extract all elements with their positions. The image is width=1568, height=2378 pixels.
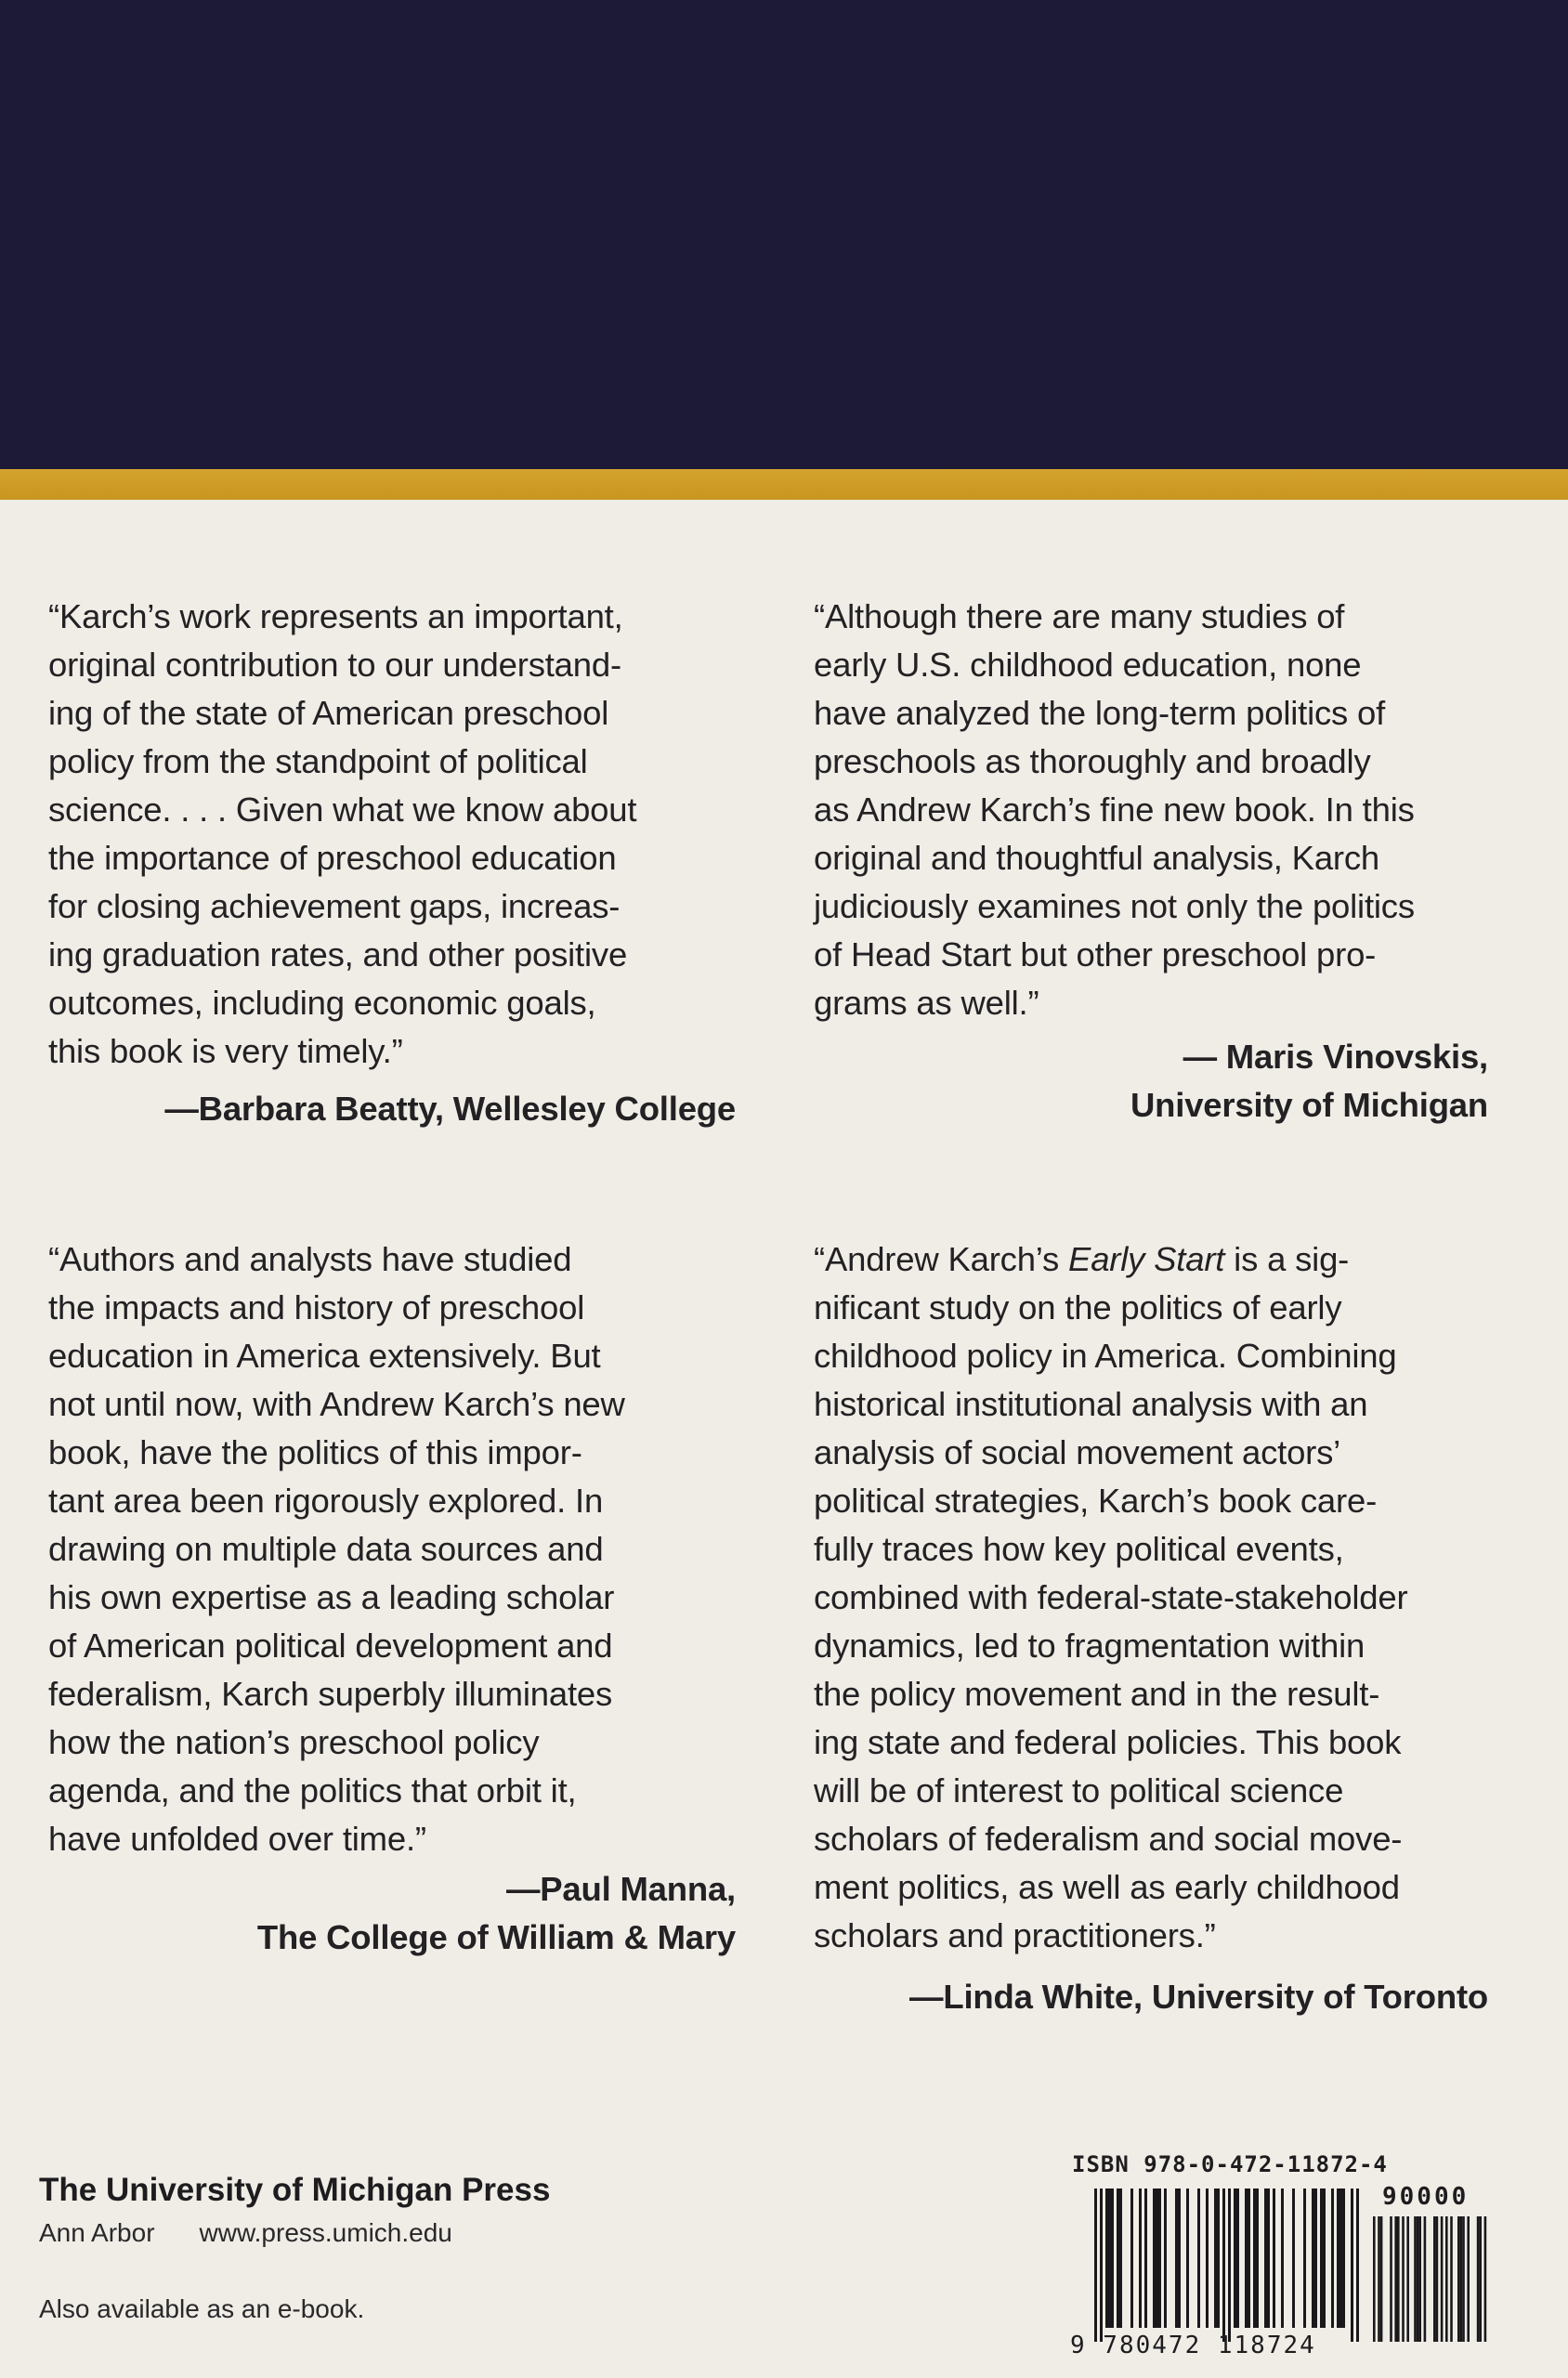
barcode-bar xyxy=(1178,2189,1181,2328)
barcode-bar xyxy=(1331,2189,1334,2328)
blurb-line: nificant study on the politics of early xyxy=(814,1288,1342,1326)
publisher-location-line xyxy=(39,2215,875,2252)
barcode-bar xyxy=(1175,2189,1178,2328)
blurb-line: scholars of federalism and social move- xyxy=(814,1820,1403,1858)
barcode-bar xyxy=(1214,2189,1217,2328)
barcode-bar xyxy=(1100,2189,1103,2342)
blurb-line: dynamics, led to fragmentation within xyxy=(814,1627,1365,1665)
addon-bar xyxy=(1402,2216,1405,2342)
addon-bar xyxy=(1460,2216,1463,2342)
blurb-line: agenda, and the politics that orbit it, xyxy=(48,1771,577,1810)
barcode-bar xyxy=(1337,2189,1339,2328)
blurb-line: federalism, Karch superbly illuminates xyxy=(48,1675,613,1713)
blurb-line: his own expertise as a leading scholar xyxy=(48,1578,615,1616)
isbn-barcode xyxy=(1066,2151,1512,2365)
blurb-line: early U.S. childhood education, none xyxy=(814,646,1362,684)
barcode-bar xyxy=(1186,2189,1189,2328)
blurb-line xyxy=(814,1235,1488,1284)
blurb-line: ing graduation rates, and other positive xyxy=(48,935,628,973)
addon-bar xyxy=(1390,2216,1392,2342)
blurb-line: the importance of preschool education xyxy=(48,839,617,877)
blurb-line: will be of interest to political science xyxy=(814,1771,1344,1810)
blurb-line: of American political development and xyxy=(48,1627,613,1665)
ean-digits: 9 780472 118724 xyxy=(1070,2332,1316,2359)
blurb-attribution: —Paul Manna, xyxy=(505,1870,736,1908)
gold-stripe xyxy=(0,469,1568,500)
barcode-bar xyxy=(1256,2189,1259,2328)
publisher-info xyxy=(39,2170,875,2328)
barcode-bar xyxy=(1111,2189,1114,2328)
blurb-line: grams as well.” xyxy=(814,984,1039,1022)
addon-barcode-bars xyxy=(1373,2216,1486,2342)
barcode-bar xyxy=(1094,2189,1097,2342)
blurb-line: book, have the politics of this impor- xyxy=(48,1433,582,1471)
blurb-line: drawing on multiple data sources and xyxy=(48,1530,604,1568)
addon-bar xyxy=(1397,2216,1400,2342)
barcode-bar xyxy=(1105,2189,1108,2328)
barcode-bar xyxy=(1312,2189,1314,2328)
blurb-line: as Andrew Karch’s fine new book. In this xyxy=(814,790,1415,829)
barcode-bar xyxy=(1342,2189,1345,2328)
blurb-line: analysis of social movement actors’ xyxy=(814,1433,1341,1471)
publisher-website: www.press.umich.edu xyxy=(199,2218,452,2247)
addon-bar xyxy=(1445,2216,1448,2342)
main-barcode-bars xyxy=(1094,2189,1359,2342)
isbn-label: ISBN 978-0-472-11872-4 xyxy=(1072,2151,1388,2177)
publisher-name: The University of Michigan Press xyxy=(39,2172,551,2208)
price-code: 90000 xyxy=(1382,2183,1470,2211)
addon-bar xyxy=(1414,2216,1417,2342)
blurb-line: have unfolded over time.” xyxy=(48,1820,426,1858)
barcode-bar xyxy=(1303,2189,1306,2328)
blurb-line: not until now, with Andrew Karch’s new xyxy=(48,1385,625,1423)
addon-bar xyxy=(1477,2216,1480,2342)
endorsement-blurb xyxy=(48,593,736,1133)
blurb-line: how the nation’s preschool policy xyxy=(48,1723,540,1761)
barcode-bar xyxy=(1236,2189,1239,2328)
blurb-attribution-affiliation: University of Michigan xyxy=(1130,1086,1488,1124)
blurb-line: ing of the state of American preschool xyxy=(48,694,609,732)
addon-bar xyxy=(1378,2216,1380,2342)
blurb-line: education in America extensively. But xyxy=(48,1337,601,1375)
blurb-line: “Authors and analysts have studied xyxy=(48,1240,572,1278)
addon-bar xyxy=(1424,2216,1427,2342)
ebook-note: Also available as an e-book. xyxy=(39,2294,365,2323)
addon-bar xyxy=(1457,2216,1460,2342)
barcode-bar xyxy=(1281,2189,1284,2328)
barcode-bar xyxy=(1119,2189,1122,2328)
addon-bar xyxy=(1373,2216,1376,2342)
barcode-bar xyxy=(1108,2189,1111,2328)
barcode-bar xyxy=(1139,2189,1142,2328)
barcode-bar xyxy=(1158,2189,1161,2328)
blurb-line: outcomes, including economic goals, xyxy=(48,984,596,1022)
barcode-bar xyxy=(1314,2189,1317,2328)
addon-bar xyxy=(1450,2216,1453,2342)
blurb-line: tant area been rigorously explored. In xyxy=(48,1482,604,1520)
barcode-bar xyxy=(1253,2189,1256,2328)
endorsement-blurb xyxy=(814,1235,1488,2021)
barcode-bar xyxy=(1351,2189,1353,2342)
barcode-bar xyxy=(1228,2189,1231,2342)
addon-bar xyxy=(1433,2216,1436,2342)
blurb-line-prefix: “Andrew Karch’s xyxy=(814,1240,1069,1278)
blurb-line: policy from the standpoint of political xyxy=(48,742,588,780)
endorsement-blurb xyxy=(48,1235,736,1962)
blurb-attribution: — Maris Vinovskis, xyxy=(1183,1038,1488,1076)
barcode-bar xyxy=(1323,2189,1326,2328)
blurb-attribution-affiliation: The College of William & Mary xyxy=(256,1918,736,1956)
barcode-bar xyxy=(1245,2189,1248,2328)
barcode-bar xyxy=(1156,2189,1158,2328)
barcode-bar xyxy=(1130,2189,1133,2328)
barcode-bar xyxy=(1117,2189,1119,2328)
blurb-line: “Karch’s work represents an important, xyxy=(48,597,623,635)
addon-bar xyxy=(1462,2216,1465,2342)
blurb-line: scholars and practitioners.” xyxy=(814,1916,1216,1954)
blurb-line: have analyzed the long-term politics of xyxy=(814,694,1386,732)
barcode-bar xyxy=(1164,2189,1167,2328)
barcode-bar xyxy=(1264,2189,1267,2328)
addon-bar xyxy=(1467,2216,1470,2342)
cover-top-band xyxy=(0,0,1568,469)
blurb-line: this book is very timely.” xyxy=(48,1032,403,1070)
barcode-bar xyxy=(1153,2189,1156,2328)
barcode-bar xyxy=(1320,2189,1323,2328)
barcode-bar xyxy=(1234,2189,1236,2328)
barcode-bar xyxy=(1273,2189,1275,2328)
blurb-line: preschools as thoroughly and broadly xyxy=(814,742,1371,780)
barcode-bar xyxy=(1197,2189,1200,2328)
addon-bar xyxy=(1417,2216,1419,2342)
blurb-attribution: —Barbara Beatty, Wellesley College xyxy=(164,1090,736,1128)
blurb-line: science. . . . Given what we know about xyxy=(48,790,637,829)
blurb-line: original and thoughtful analysis, Karch xyxy=(814,839,1380,877)
blurb-line: political strategies, Karch’s book care- xyxy=(814,1482,1378,1520)
addon-bar xyxy=(1484,2216,1487,2342)
blurb-line: “Although there are many studies of xyxy=(814,597,1345,635)
blurb-attribution: —Linda White, University of Toronto xyxy=(909,1978,1488,2016)
addon-bar xyxy=(1380,2216,1383,2342)
barcode-bar xyxy=(1356,2189,1359,2342)
barcode-bar xyxy=(1292,2189,1295,2328)
barcode-bar xyxy=(1267,2189,1270,2328)
blurb-line: ment politics, as well as early childhood xyxy=(814,1868,1400,1906)
blurb-line: fully traces how key political events, xyxy=(814,1530,1344,1568)
book-title: Early Start xyxy=(1068,1240,1225,1278)
addon-bar xyxy=(1406,2216,1409,2342)
blurb-line: the policy movement and in the result- xyxy=(814,1675,1380,1713)
barcode-bar xyxy=(1222,2189,1225,2342)
blurb-line: for closing achievement gaps, increas- xyxy=(48,887,621,925)
blurb-line: historical institutional analysis with an xyxy=(814,1385,1368,1423)
addon-bar xyxy=(1441,2216,1444,2342)
barcode-bar xyxy=(1206,2189,1209,2328)
blurb-line: the impacts and history of preschool xyxy=(48,1288,585,1326)
addon-bar xyxy=(1418,2216,1421,2342)
blurb-line: combined with federal-state-stakeholder xyxy=(814,1578,1408,1616)
blurb-line: of Head Start but other preschool pro- xyxy=(814,935,1377,973)
barcode-bar xyxy=(1248,2189,1250,2328)
addon-bar xyxy=(1436,2216,1439,2342)
endorsement-blurb xyxy=(814,593,1488,1130)
blurb-line-suffix: is a sig- xyxy=(1224,1240,1350,1278)
blurb-line: original contribution to our understand- xyxy=(48,646,621,684)
blurb-line: childhood policy in America. Combining xyxy=(814,1337,1397,1375)
publisher-city: Ann Arbor xyxy=(39,2218,155,2247)
barcode-bar xyxy=(1217,2189,1220,2328)
addon-bar xyxy=(1394,2216,1397,2342)
blurb-line: ing state and federal policies. This book xyxy=(814,1723,1402,1761)
barcode-bar xyxy=(1339,2189,1342,2328)
barcode-bar xyxy=(1144,2189,1147,2328)
addon-bar xyxy=(1479,2216,1482,2342)
blurb-line: judiciously examines not only the politics xyxy=(814,887,1415,925)
